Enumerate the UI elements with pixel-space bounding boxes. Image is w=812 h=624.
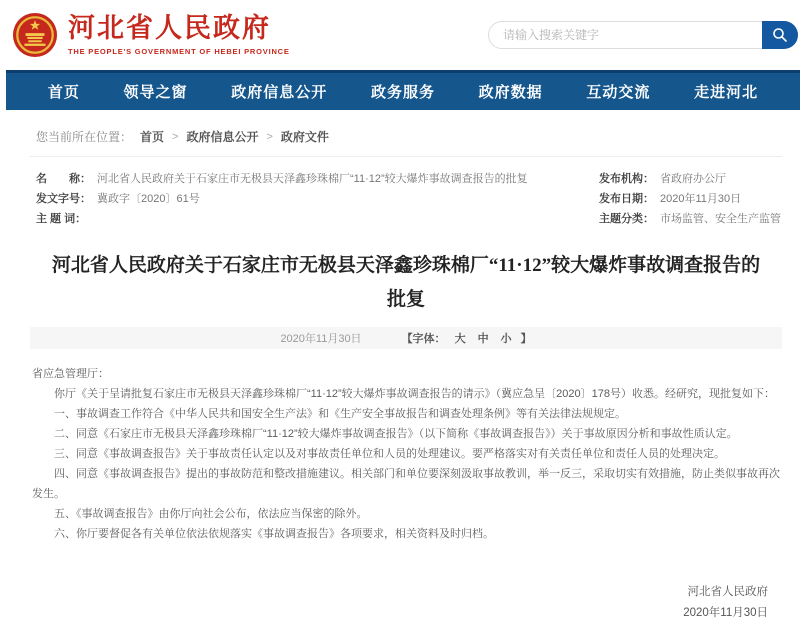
meta-publisher-value: 省政府办公厅 xyxy=(660,173,726,185)
search-bar xyxy=(488,21,798,49)
nav-item-info-disclosure[interactable]: 政府信息公开 xyxy=(231,84,328,101)
meta-row-publish-date xyxy=(599,189,781,209)
nav-item-about-hebei[interactable]: 走进河北 xyxy=(694,84,759,101)
meta-right-column xyxy=(571,169,781,229)
paragraph-item-6: 六、你厅要督促各有关单位依法依规落实《事故调查报告》各项要求，相关资料及时归档。 xyxy=(54,528,494,540)
breadcrumb-home[interactable]: 首页 xyxy=(140,130,165,144)
nav-item-gov-data[interactable]: 政府数据 xyxy=(478,84,543,101)
meta-category-label: 主题分类： xyxy=(599,213,654,225)
font-size-large-button[interactable]: 大 xyxy=(454,333,466,345)
meta-doc-number-label: 发文字号： xyxy=(36,193,91,205)
meta-category-value: 市场监管、安全生产监管 xyxy=(660,213,781,225)
meta-row-name xyxy=(36,169,571,189)
breadcrumb-gov-documents[interactable]: 政府文件 xyxy=(280,130,329,144)
nav-item-home[interactable]: 首页 xyxy=(47,84,80,101)
font-size-suffix: 】 xyxy=(520,333,532,345)
document-date: 2020年11月30日 xyxy=(280,333,362,345)
paragraph-salutation: 省应急管理厅： xyxy=(32,368,109,380)
meta-row-category xyxy=(599,209,781,229)
nav-item-gov-services[interactable]: 政务服务 xyxy=(370,84,435,101)
meta-publisher-label: 发布机构： xyxy=(599,173,654,185)
document-signature xyxy=(30,582,782,624)
national-emblem-icon xyxy=(12,12,58,58)
search-input[interactable] xyxy=(488,21,798,49)
breadcrumb-prefix: 您当前所在位置： xyxy=(36,130,133,144)
nav-item-leaders[interactable]: 领导之窗 xyxy=(123,84,188,101)
search-icon xyxy=(772,27,788,43)
paragraph-item-1: 一、事故调查工作符合《中华人民共和国安全生产法》和《生产安全事故报告和调查处理条例》等有关法律法规规定。 xyxy=(54,408,626,420)
font-size-small-button[interactable]: 小 xyxy=(500,333,512,345)
signature-date: 2020年11月30日 xyxy=(683,607,768,619)
document-title: 河北省人民政府关于石家庄市无极县天泽鑫珍珠棉厂“11·12”较大爆炸事故调查报告的批复 xyxy=(51,255,761,310)
breadcrumb-info-disclosure[interactable]: 政府信息公开 xyxy=(186,130,259,144)
meta-doc-number-value: 冀政字〔2020〕61号 xyxy=(97,193,200,205)
document-body xyxy=(30,364,782,544)
brand-text xyxy=(68,14,290,56)
meta-left-column xyxy=(36,169,571,229)
document-meta xyxy=(30,157,782,233)
meta-publish-date-label: 发布日期： xyxy=(599,193,654,205)
breadcrumb-separator: > xyxy=(266,130,273,143)
meta-row-subject-words xyxy=(36,209,571,229)
meta-row-doc-number xyxy=(36,189,571,209)
paragraph-item-2: 二、同意《石家庄市无极县天泽鑫珍珠棉厂“11·12”较大爆炸事故调查报告》（以下简称《事故调查报告》）关于事故原因分析和事故性质认定。 xyxy=(54,428,738,440)
site-brand[interactable] xyxy=(12,12,290,58)
main-nav xyxy=(6,70,800,110)
signature-issuer: 河北省人民政府 xyxy=(687,586,768,598)
font-size-prefix: 【字体： xyxy=(401,333,446,345)
meta-name-label: 名 称： xyxy=(36,173,91,185)
search-button[interactable] xyxy=(762,21,798,49)
nav-item-interaction[interactable]: 互动交流 xyxy=(586,84,651,101)
site-title-english: THE PEOPLE'S GOVERNMENT OF HEBEI PROVINCE xyxy=(68,46,290,56)
site-title: 河北省人民政府 xyxy=(68,13,271,44)
meta-name-value: 河北省人民政府关于石家庄市无极县天泽鑫珍珠棉厂“11·12”较大爆炸事故调查报告的批复 xyxy=(97,173,528,185)
paragraph-item-5: 五、《事故调查报告》由你厅向社会公布，依法应当保密的除外。 xyxy=(54,508,368,520)
meta-subject-words-label: 主 题 词： xyxy=(36,213,87,225)
font-size-medium-button[interactable]: 中 xyxy=(477,333,489,345)
site-header xyxy=(0,0,812,70)
meta-row-publisher xyxy=(599,169,781,189)
paragraph-item-4: 四、同意《事故调查报告》提出的事故防范和整改措施建议。相关部门和单位要深刻汲取事故教训，举一反三，采取切实有效措施，防止类似事故再次发生。 xyxy=(32,468,780,500)
main-content xyxy=(30,110,782,624)
paragraph-intro: 你厅《关于呈请批复石家庄市无极县天泽鑫珍珠棉厂“11·12”较大爆炸事故调查报告的请示》（冀应急呈〔2020〕178号）收悉。经研究，现批复如下： xyxy=(54,388,775,400)
paragraph-item-3: 三、同意《事故调查报告》关于事故责任认定以及对事故责任单位和人员的处理建议。要严格落实对有关责任单位和责任人员的处理决定。 xyxy=(54,448,725,460)
meta-publish-date-value: 2020年11月30日 xyxy=(660,193,742,205)
breadcrumb xyxy=(30,110,782,157)
breadcrumb-separator: > xyxy=(172,130,179,143)
date-fontsize-bar xyxy=(30,327,782,349)
